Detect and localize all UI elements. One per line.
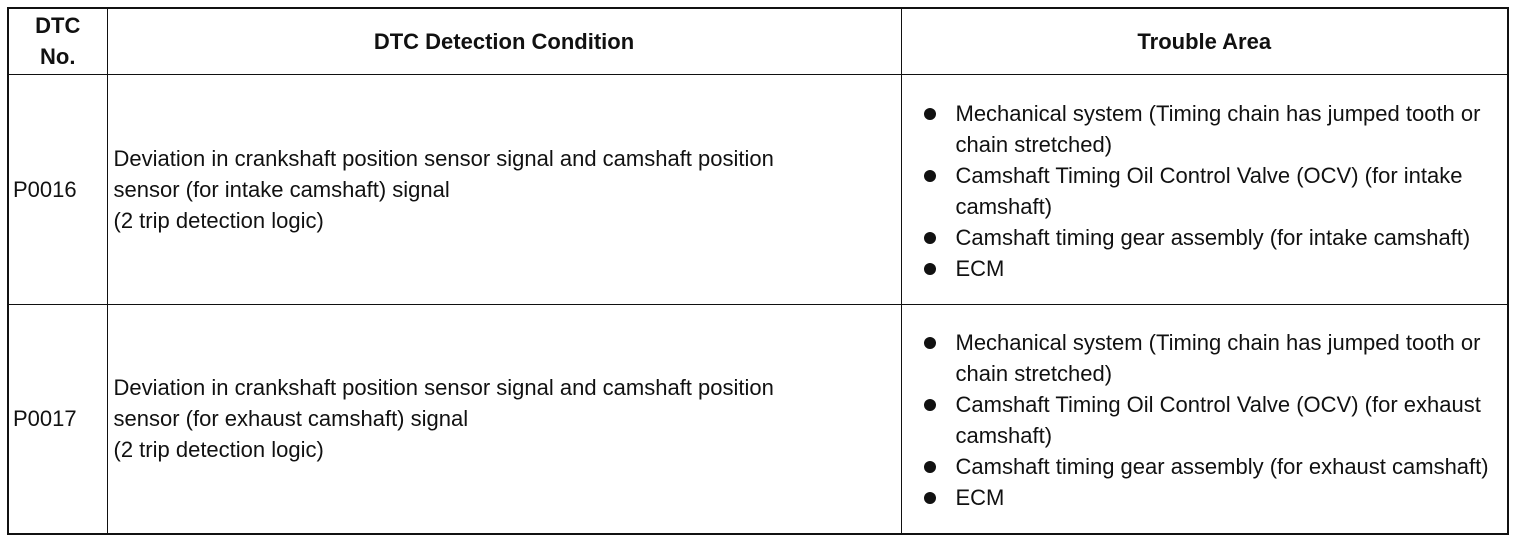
list-item [922,222,1498,253]
table-row [8,74,1508,304]
bullet-icon [924,232,936,244]
dtc-code: P0017 [8,304,107,534]
list-item [922,451,1498,482]
bullet-icon [924,108,936,120]
trouble-area-text: Camshaft Timing Oil Control Valve (OCV) (for intake camshaft) [955,162,1463,219]
header-dtc-no-line2: No. [40,44,76,70]
header-row [8,8,1508,74]
trouble-area-text: Mechanical system (Timing chain has jumped tooth or chain stretched) [955,100,1481,157]
list-item [922,160,1498,222]
bullet-icon [924,399,936,411]
trouble-area-text: Camshaft timing gear assembly (for exhaust camshaft) [955,454,1489,480]
bullet-icon [924,263,936,275]
list-item [922,253,1498,284]
list-item [922,327,1498,389]
trouble-area-list [922,327,1498,513]
detection-condition [107,304,901,534]
condition-line: (2 trip detection logic) [113,437,324,463]
bullet-icon [924,170,936,182]
trouble-area-text: Camshaft timing gear assembly (for intake camshaft) [955,224,1471,250]
header-dtc-no [8,8,107,74]
detection-condition [107,74,901,304]
list-item [922,389,1498,451]
condition-line: Deviation in crankshaft position sensor signal and camshaft position [113,375,774,401]
trouble-area-text: ECM [955,485,1005,511]
trouble-area-list [922,98,1498,284]
trouble-area [901,304,1508,534]
condition-line: Deviation in crankshaft position sensor signal and camshaft position [113,145,774,171]
dtc-code: P0016 [8,74,107,304]
trouble-area-text: Camshaft Timing Oil Control Valve (OCV) (for exhaust camshaft) [955,392,1481,449]
dtc-table [7,7,1509,535]
condition-line: sensor (for exhaust camshaft) signal [113,406,469,432]
list-item [922,482,1498,513]
table-row [8,304,1508,534]
trouble-area-text: ECM [955,255,1005,281]
trouble-area [901,74,1508,304]
header-dtc-no-line1: DTC [35,13,81,39]
bullet-icon [924,492,936,504]
condition-line: sensor (for intake camshaft) signal [113,176,450,202]
bullet-icon [924,337,936,349]
bullet-icon [924,461,936,473]
header-trouble-area: Trouble Area [901,8,1508,74]
header-condition: DTC Detection Condition [107,8,901,74]
condition-line: (2 trip detection logic) [113,207,324,233]
list-item [922,98,1498,160]
trouble-area-text: Mechanical system (Timing chain has jumped tooth or chain stretched) [955,330,1481,387]
dtc-table-container [7,7,1509,535]
